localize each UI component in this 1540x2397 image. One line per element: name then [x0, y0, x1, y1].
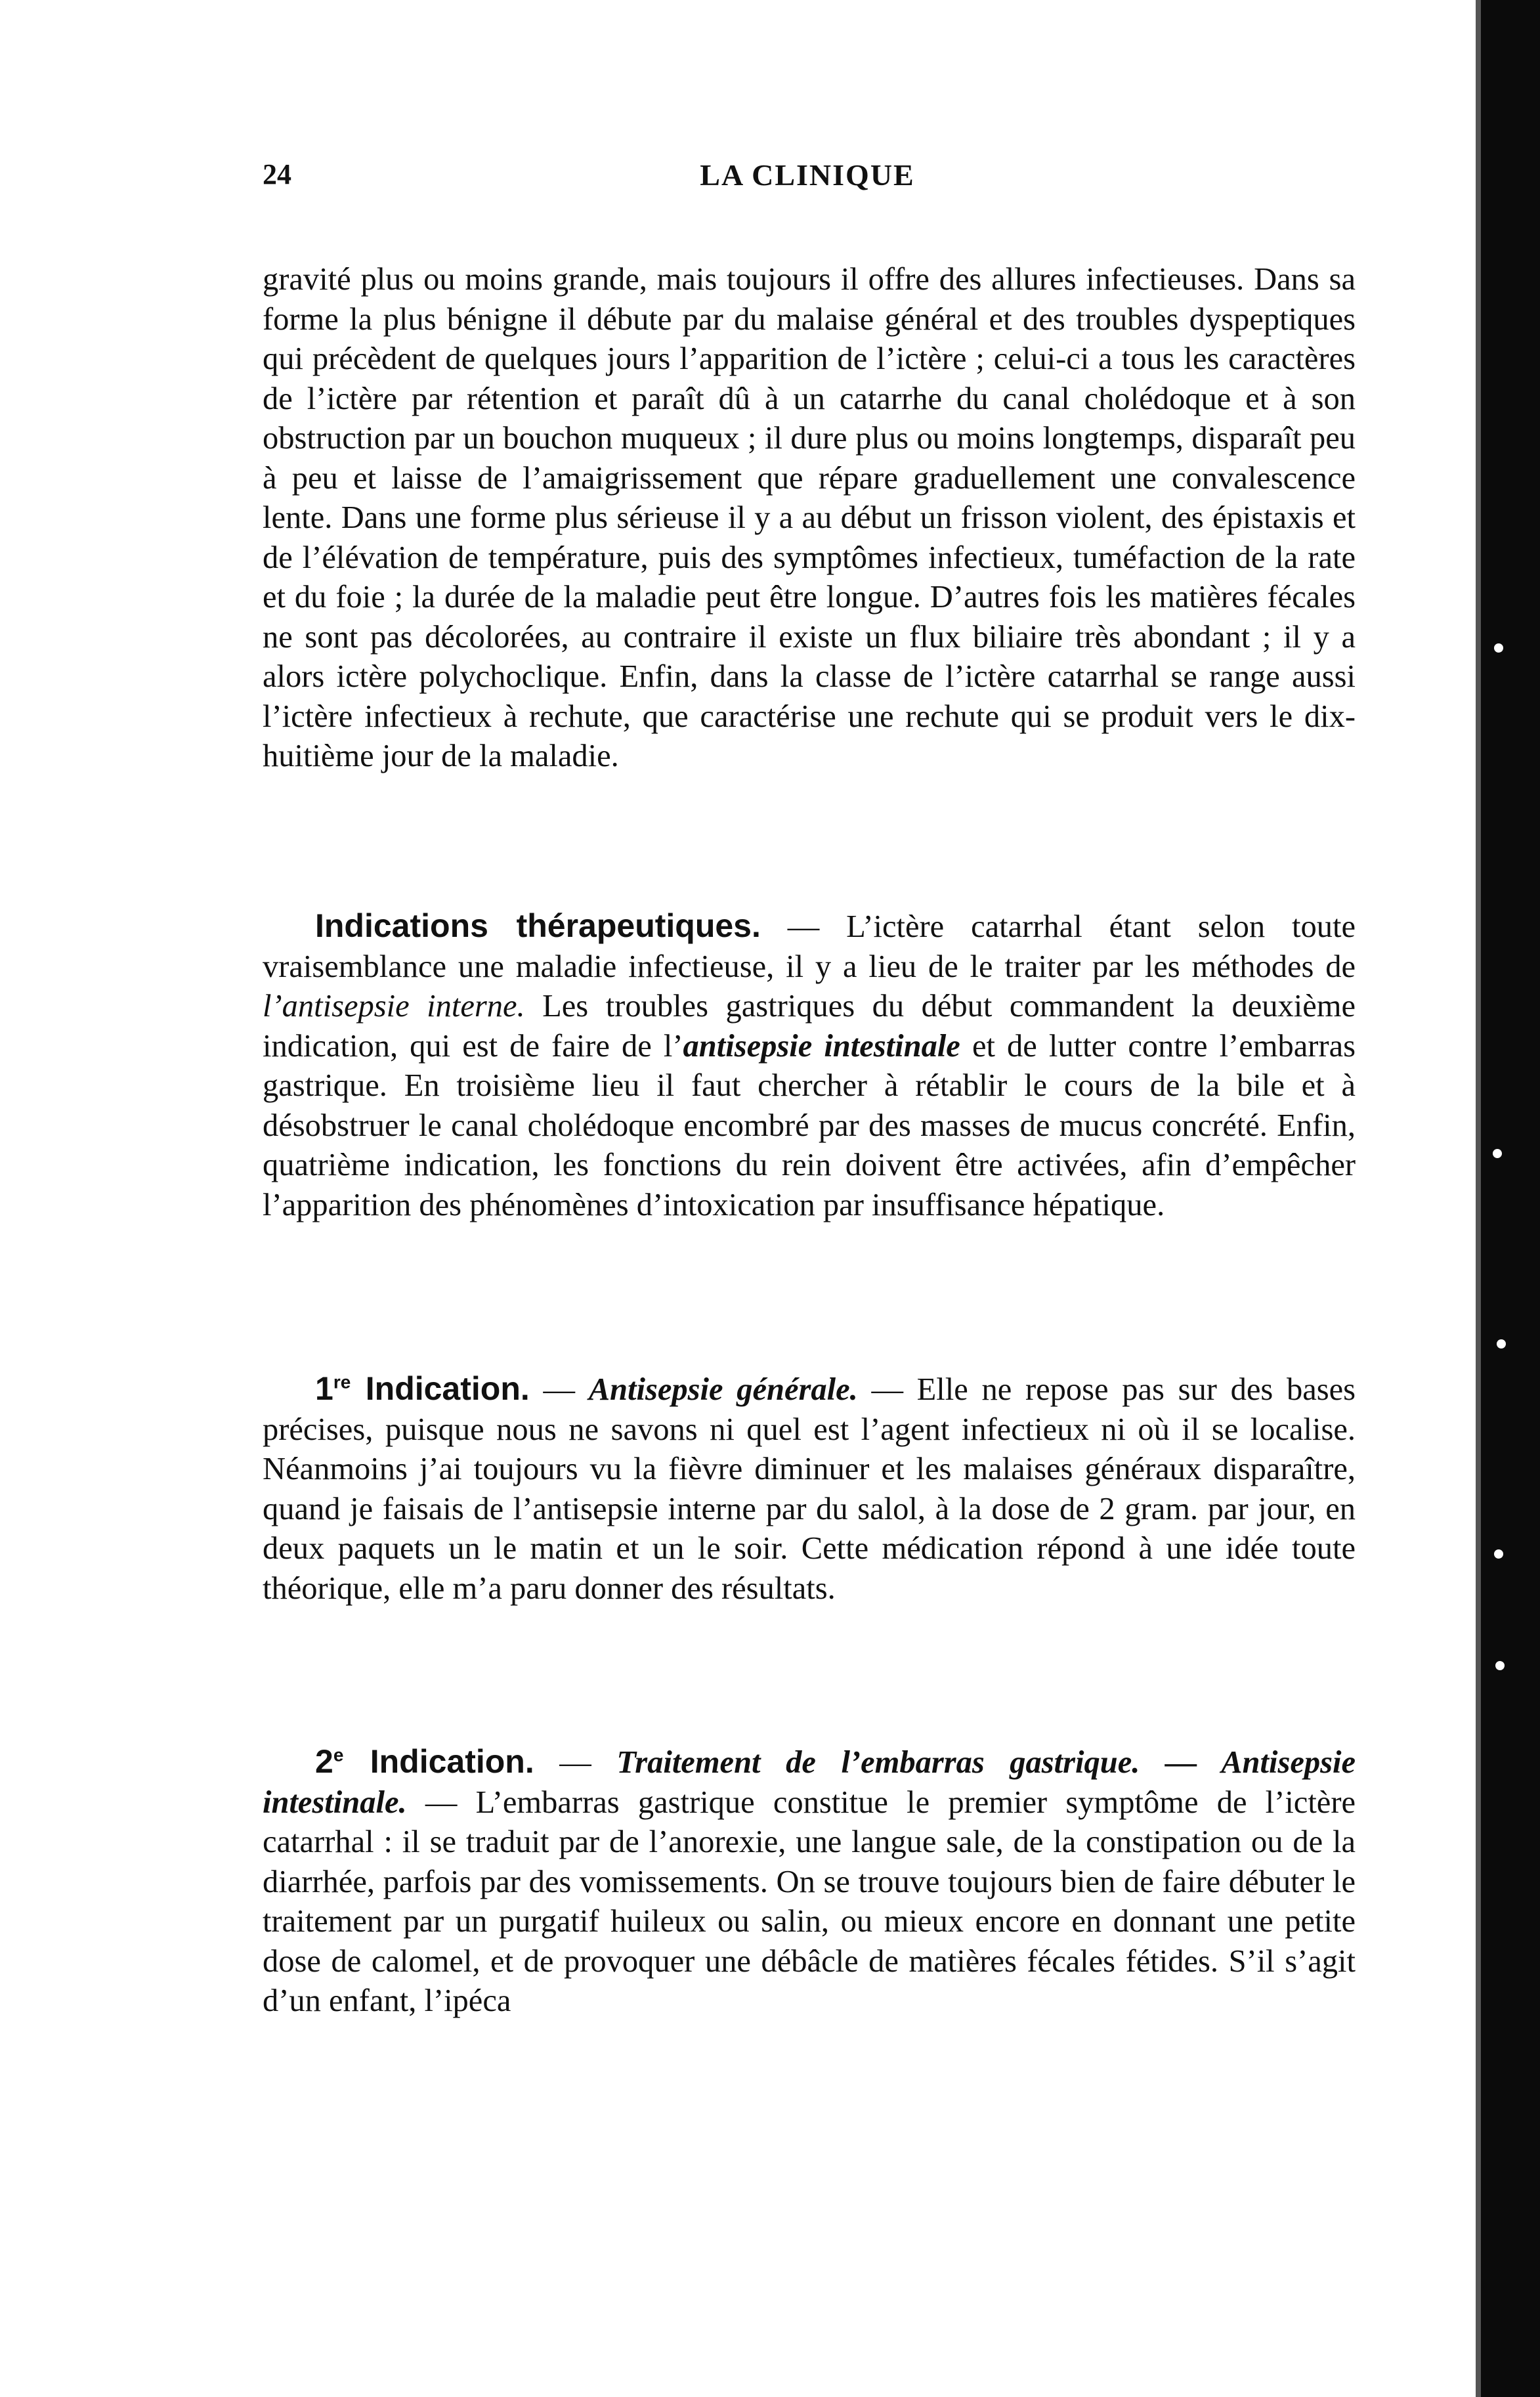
subsection-title: Antisepsie générale. [588, 1372, 858, 1407]
subsection-title: Traitement de l’embarras gastrique. — Antisepsie intestinale. [263, 1745, 1356, 1820]
heading-dash: — [534, 1745, 617, 1780]
running-title: LA CLINIQUE [700, 158, 915, 192]
emphasis-text: l’antisepsie interne. [263, 989, 525, 1024]
paragraph-text: — L’embarras gastrique constitue le premier symptôme de l’ictère catarrhal : il se traduit par de l’anorexie, une langue sale, de la constipation ou de la diarrhée, parfois par des vomissements. On se trouve toujours bien de faire débuter le traitement par un purgatif huileux ou salin, ou mieux encore en donnant une petite dose de calomel, et de provoquer une débâcle de matières fécales fétides. S’il s’agit d’un enfant, l’ipéca [263, 1784, 1356, 2018]
section-heading [315, 1743, 534, 1780]
paragraph-indications [263, 906, 1356, 1225]
paragraph-text: et de lutter contre l’embarras gastrique. En troisième lieu il faut chercher à rétablir le cours de la bile et à désobstruer le canal cholédoque encombré par des masses de mucus concrété. Enfin, quatrième indication, les fonctions du rein doivent être activées, afin d’empêcher l’apparition des phénomènes d’intoxication par insuffisance hépatique. [263, 1028, 1356, 1222]
paragraph-second-indication [263, 1742, 1356, 2021]
heading-word: Indication. [343, 1743, 534, 1780]
paragraph-symptoms [263, 260, 1356, 777]
scan-speck [1495, 1661, 1505, 1670]
paragraph-first-indication [263, 1369, 1356, 1609]
scan-speck [1497, 1339, 1506, 1349]
page-number: 24 [263, 158, 291, 190]
heading-ordinal: e [333, 1744, 344, 1765]
heading-word: Indication. [351, 1370, 530, 1407]
paragraph-text: — L’ictère catarrhal étant selon toute vraisemblance une maladie infectieuse, il y a lieu de le traiter par les méthodes de [263, 909, 1356, 984]
section-heading [315, 1370, 530, 1407]
heading-number: 2 [315, 1743, 333, 1780]
scan-speck [1494, 643, 1503, 653]
heading-number: 1 [315, 1370, 333, 1407]
paragraph-text: gravité plus ou moins grande, mais toujours il offre des allures infectieuses. Dans sa forme la plus bénigne il débute par du malaise général et des troubles dyspeptiques qui précèdent de quelques jours l’apparition de l’ictère ; celui-ci a tous les caractères de l’ictère par rétention et paraît dû à un catarrhe du canal cholédoque et à son obstruction par un bouchon muqueux ; il dure plus ou moins longtemps, disparaît peu à peu et laisse de l’amaigrissement que répare graduellement une convalescence lente. Dans une forme plus sérieuse il y a au début un frisson violent, des épistaxis et de l’élévation de température, puis des symptômes infectieux, tuméfaction de la rate et du foie ; la durée de la maladie peut être longue. D’autres fois les matières fécales ne sont pas décolorées, au contraire il existe un flux biliaire très abondant ; il y a alors ictère polychoclique. Enfin, dans la classe de l’ictère catarrhal se range aussi l’ictère infectieux à rechute, que caractérise une rechute qui se produit vers le dix-huitième jour de la maladie. [263, 262, 1356, 773]
page-header [263, 158, 1352, 204]
paragraph-text: Les troubles gastriques du début commandent la deuxième indication, qui est de faire de l’ [263, 989, 1356, 1064]
paragraph-text: — Elle ne repose pas sur des bases précises, puisque nous ne savons ni quel est l’agent infectieux ni où il se localise. Néanmoins j’ai toujours vu la fièvre diminuer et les malaises généraux disparaître, quand je faisais de l’antisepsie interne par du salol, à la dose de 2 gram. par jour, en deux paquets un le matin et un le soir. Cette médication répond à une idée toute théorique, elle m’a paru donner des résultats. [263, 1372, 1356, 1606]
emphasis-text: antisepsie intestinale [683, 1028, 960, 1064]
scan-binding-edge [1481, 0, 1540, 2397]
heading-dash: — [529, 1372, 589, 1407]
section-heading: Indications thérapeutiques. [315, 907, 761, 944]
scan-speck [1493, 1149, 1502, 1158]
scan-edge-shadow [1476, 0, 1481, 2397]
scan-speck [1494, 1549, 1503, 1559]
heading-ordinal: re [333, 1371, 351, 1393]
